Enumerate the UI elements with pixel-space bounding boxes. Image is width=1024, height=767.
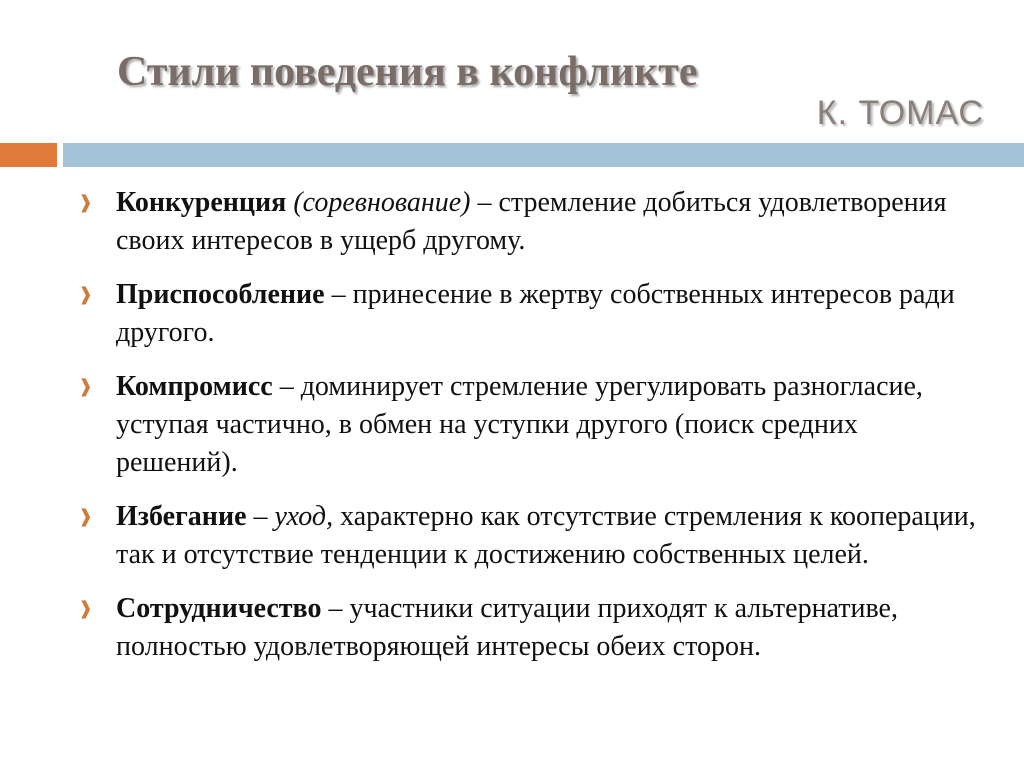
bullet-list: [78, 184, 978, 682]
term-description: – участники ситуации приходят к альтернативе, полностью удовлетворяющей интересы обеих сторон.: [116, 593, 898, 662]
list-item-compromise: [78, 368, 978, 482]
header-divider-bar: [63, 143, 1024, 167]
accent-bar: [0, 143, 57, 167]
term-note: уход,: [274, 501, 334, 532]
term-description: – доминирует стремление урегулировать разногласие, уступая частично, в обмен на уступки другого (поиск средних решений).: [116, 371, 923, 478]
term: Избегание: [116, 501, 247, 532]
term: Конкуренция: [116, 187, 287, 218]
list-item-collaboration: [78, 590, 978, 666]
term: Компромисс: [116, 371, 273, 402]
term-description: – принесение в жертву собственных интересов ради другого.: [116, 279, 955, 348]
chevron-right-icon: ❱: [78, 284, 94, 305]
term-description: – стремление добиться удовлетворения своих интересов в ущерб другому.: [116, 187, 947, 256]
chevron-right-icon: ❱: [78, 506, 94, 527]
list-item-avoidance: [78, 498, 978, 574]
chevron-right-icon: ❱: [78, 598, 94, 619]
term: Приспособление: [116, 279, 325, 310]
dash: –: [246, 501, 275, 532]
slide-title: Стили поведения в конфликте: [117, 49, 698, 95]
chevron-right-icon: ❱: [78, 376, 94, 397]
term: Сотрудничество: [116, 593, 322, 624]
list-item-accommodation: [78, 276, 978, 352]
list-item-competition: [78, 184, 978, 260]
term-note: (соревнование): [293, 187, 471, 218]
author-name: К. ТОМАС: [816, 94, 984, 132]
term-description: характерно как отсутствие стремления к кооперации, так и отсутствие тенденции к достижению собственных целей.: [116, 501, 976, 570]
chevron-right-icon: ❱: [78, 192, 94, 213]
